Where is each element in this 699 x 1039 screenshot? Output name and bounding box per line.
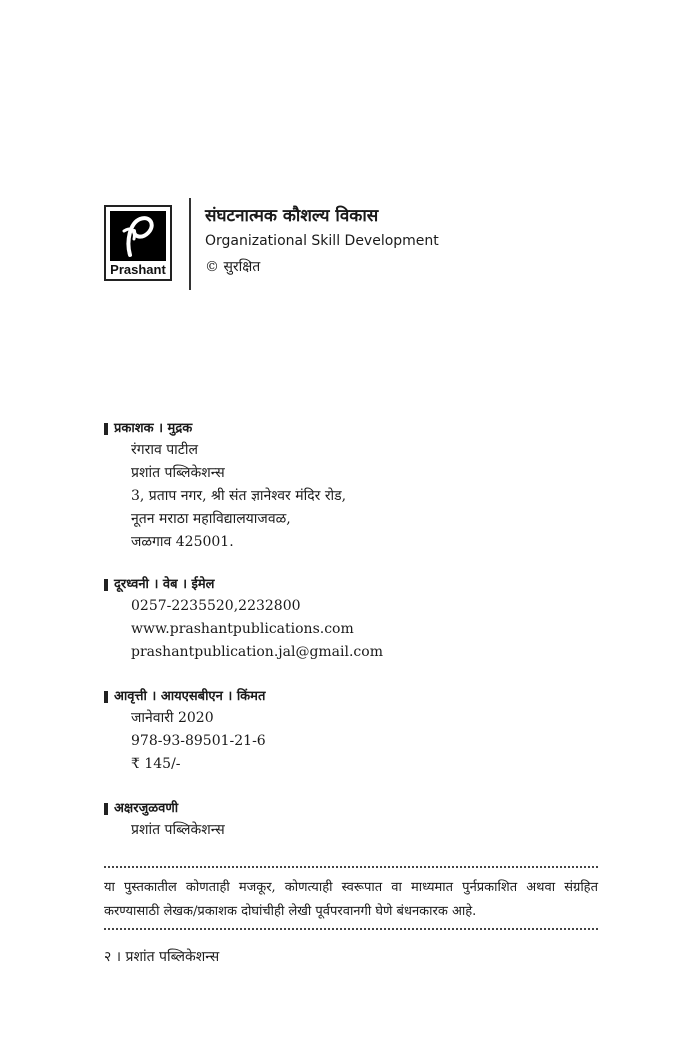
title-block (205, 205, 439, 278)
logo-text: Prashant (110, 262, 166, 277)
contact-heading: दूरध्वनी । वेब । ईमेल (114, 577, 215, 592)
publisher-section (104, 419, 346, 554)
typesetting-heading: अक्षरजुळवणी (114, 801, 179, 816)
section-heading (104, 687, 266, 707)
typesetting-lines (104, 819, 225, 842)
section-bullet (104, 579, 108, 591)
isbn: 978-93-89501-21-6 (131, 733, 266, 749)
book-title-marathi: संघटनात्मक कौशल्य विकास (205, 206, 379, 226)
section-bullet (104, 691, 108, 703)
section-heading (104, 799, 225, 819)
email: prashantpublication.jal@gmail.com (131, 644, 383, 660)
rights-notice: या पुस्तकातील कोणताही मजकूर, कोणत्याही स्वरूपात वा माध्यमात पुर्नप्रकाशित अथवा संग्रहित करण्यासाठी लेखक/प्रकाशक दोघांचीही लेखी पूर्वपरवानगी घेणे बंधनकारक आहे. (104, 880, 598, 919)
phone-numbers: 0257-2235520,2232800 (131, 598, 301, 614)
edition-lines (104, 707, 266, 776)
address-line-3: जळगाव 425001. (131, 534, 234, 550)
vertical-divider (189, 198, 191, 290)
address-line-1: 3, प्रताप नगर, श्री संत ज्ञानेश्वर मंदिर रोड, (131, 488, 347, 504)
website: www.prashantpublications.com (131, 621, 354, 637)
book-title-english: Organizational Skill Development (205, 233, 439, 249)
publisher-lines (104, 439, 346, 554)
publisher-name: रंगराव पाटील (131, 442, 198, 458)
dotted-divider-bottom (104, 928, 598, 930)
dotted-divider-top (104, 866, 598, 868)
edition-section (104, 687, 266, 776)
contact-lines (104, 595, 383, 664)
typesetting-section (104, 799, 225, 842)
price: ₹ 145/- (131, 756, 181, 772)
copyright-notice: © सुरक्षित (205, 259, 261, 275)
section-heading (104, 419, 346, 439)
publisher-company: प्रशांत पब्लिकेशन्स (131, 465, 225, 481)
section-bullet (104, 423, 108, 435)
address-line-2: नूतन मराठा महाविद्यालयाजवळ, (131, 511, 291, 527)
section-bullet (104, 803, 108, 815)
typesetter-name: प्रशांत पब्लिकेशन्स (131, 822, 225, 838)
contact-section (104, 575, 383, 664)
section-heading (104, 575, 383, 595)
edition-heading: आवृत्ती । आयएसबीएन । किंमत (114, 689, 266, 704)
page-footer: २ । प्रशांत पब्लिकेशन्स (104, 949, 220, 965)
publisher-logo (104, 205, 172, 281)
edition-date: जानेवारी 2020 (131, 710, 214, 726)
publisher-heading: प्रकाशक । मुद्रक (114, 421, 193, 436)
logo-p-mark (110, 211, 166, 261)
